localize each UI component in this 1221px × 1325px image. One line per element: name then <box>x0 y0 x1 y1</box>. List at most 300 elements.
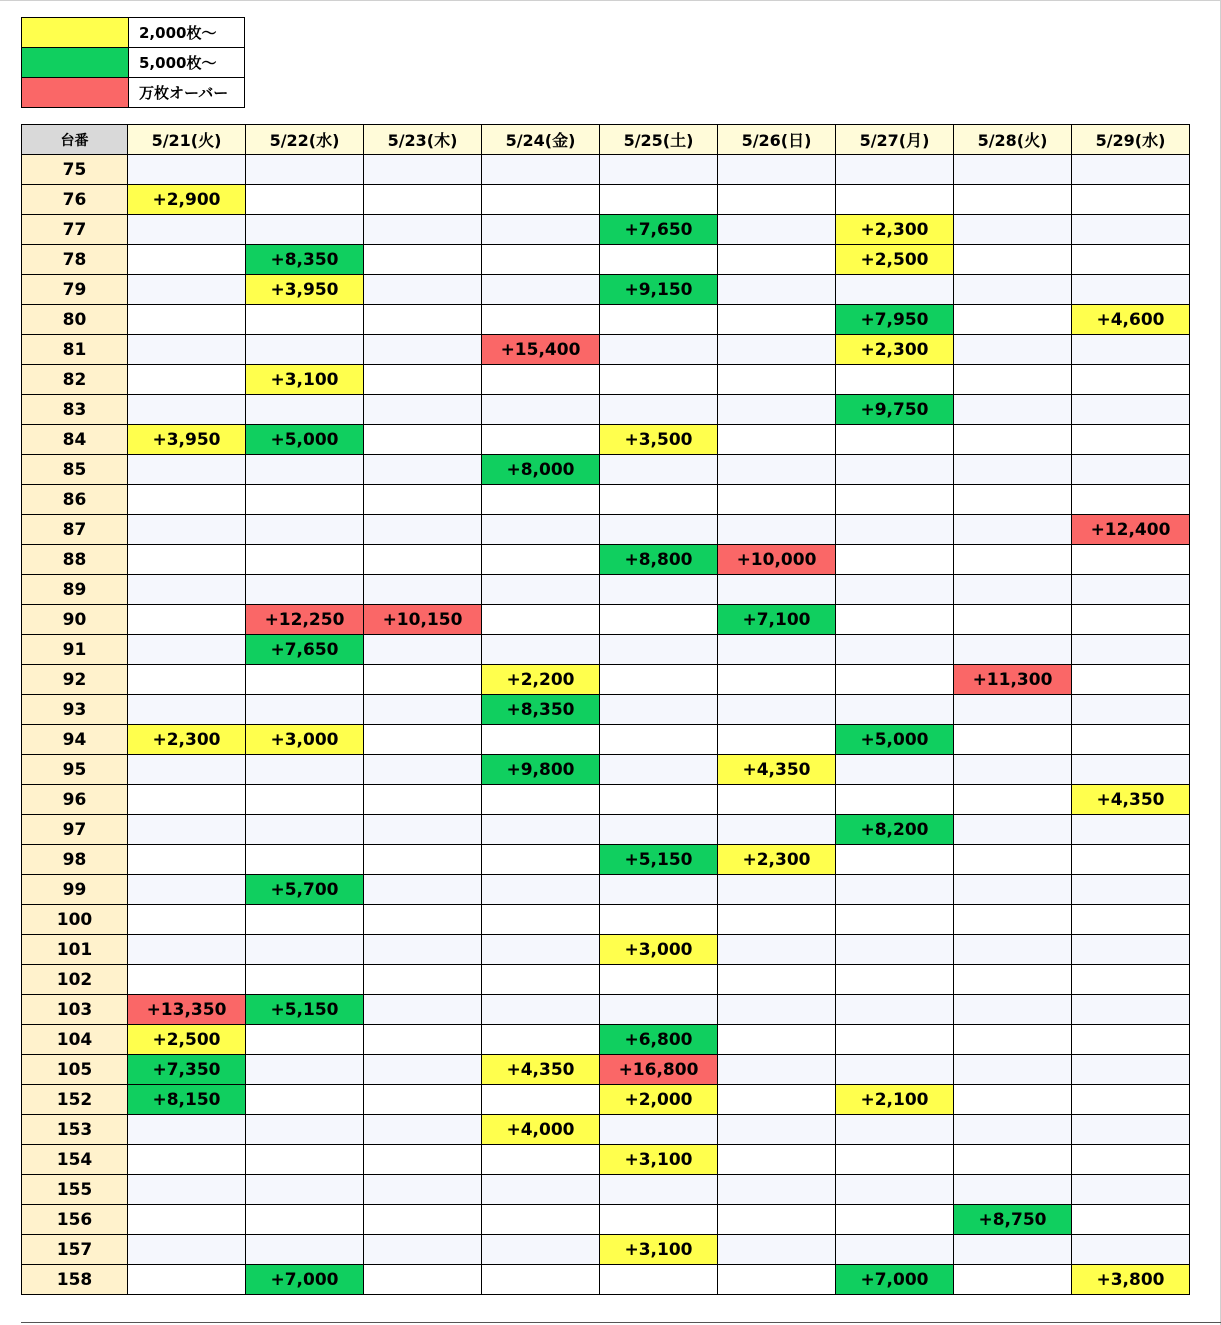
table-row <box>22 575 1190 605</box>
result-cell: +2,100 <box>836 1085 954 1115</box>
machine-number: 84 <box>22 425 128 455</box>
machine-number: 100 <box>22 905 128 935</box>
result-cell: +4,000 <box>482 1115 600 1145</box>
empty-cell <box>128 605 246 635</box>
machine-number: 83 <box>22 395 128 425</box>
machine-number: 88 <box>22 545 128 575</box>
empty-cell <box>954 965 1072 995</box>
empty-cell <box>246 545 364 575</box>
empty-cell <box>1072 995 1190 1025</box>
empty-cell <box>836 1175 954 1205</box>
empty-cell <box>364 425 482 455</box>
empty-cell <box>954 785 1072 815</box>
machine-number: 80 <box>22 305 128 335</box>
result-cell: +2,300 <box>836 215 954 245</box>
result-cell: +5,150 <box>246 995 364 1025</box>
table-row <box>22 755 1190 785</box>
machine-number: 152 <box>22 1085 128 1115</box>
empty-cell <box>600 875 718 905</box>
empty-cell <box>1072 185 1190 215</box>
table-row <box>22 1115 1190 1145</box>
machine-results-table <box>21 124 1190 1295</box>
empty-cell <box>482 305 600 335</box>
empty-cell <box>246 935 364 965</box>
empty-cell <box>128 845 246 875</box>
date-header: 5/24(金) <box>482 125 600 155</box>
empty-cell <box>482 275 600 305</box>
empty-cell <box>718 905 836 935</box>
empty-cell <box>718 185 836 215</box>
empty-cell <box>600 1205 718 1235</box>
empty-cell <box>836 995 954 1025</box>
empty-cell <box>954 1115 1072 1145</box>
table-row <box>22 695 1190 725</box>
empty-cell <box>600 575 718 605</box>
empty-cell <box>718 215 836 245</box>
empty-cell <box>128 545 246 575</box>
result-cell: +7,950 <box>836 305 954 335</box>
empty-cell <box>600 905 718 935</box>
empty-cell <box>836 425 954 455</box>
machine-number: 101 <box>22 935 128 965</box>
result-cell: +6,800 <box>600 1025 718 1055</box>
date-header: 5/29(水) <box>1072 125 1190 155</box>
empty-cell <box>482 1265 600 1295</box>
empty-cell <box>954 1145 1072 1175</box>
empty-cell <box>836 515 954 545</box>
empty-cell <box>600 995 718 1025</box>
table-row <box>22 365 1190 395</box>
machine-number: 157 <box>22 1235 128 1265</box>
result-cell: +7,100 <box>718 605 836 635</box>
empty-cell <box>1072 1115 1190 1145</box>
empty-cell <box>128 785 246 815</box>
result-cell: +5,150 <box>600 845 718 875</box>
empty-cell <box>482 425 600 455</box>
empty-cell <box>954 305 1072 335</box>
empty-cell <box>718 1235 836 1265</box>
result-cell: +2,500 <box>128 1025 246 1055</box>
empty-cell <box>718 875 836 905</box>
machine-number: 86 <box>22 485 128 515</box>
empty-cell <box>1072 1235 1190 1265</box>
empty-cell <box>1072 605 1190 635</box>
empty-cell <box>128 875 246 905</box>
table-row <box>22 245 1190 275</box>
table-row <box>22 1145 1190 1175</box>
table-row <box>22 1235 1190 1265</box>
machine-number: 92 <box>22 665 128 695</box>
empty-cell <box>364 335 482 365</box>
table-row <box>22 935 1190 965</box>
empty-cell <box>128 455 246 485</box>
empty-cell <box>954 695 1072 725</box>
empty-cell <box>1072 905 1190 935</box>
empty-cell <box>954 935 1072 965</box>
empty-cell <box>246 215 364 245</box>
legend-label: 万枚オーバー <box>129 78 245 108</box>
empty-cell <box>718 1265 836 1295</box>
date-header: 5/26(日) <box>718 125 836 155</box>
empty-cell <box>482 785 600 815</box>
table-row <box>22 965 1190 995</box>
machine-number: 85 <box>22 455 128 485</box>
result-cell: +4,600 <box>1072 305 1190 335</box>
empty-cell <box>1072 485 1190 515</box>
empty-cell <box>482 215 600 245</box>
empty-cell <box>600 305 718 335</box>
empty-cell <box>128 1235 246 1265</box>
empty-cell <box>364 455 482 485</box>
table-row <box>22 1175 1190 1205</box>
empty-cell <box>128 965 246 995</box>
empty-cell <box>246 815 364 845</box>
machine-number: 94 <box>22 725 128 755</box>
empty-cell <box>1072 635 1190 665</box>
empty-cell <box>1072 1175 1190 1205</box>
empty-cell <box>600 515 718 545</box>
empty-cell <box>128 305 246 335</box>
empty-cell <box>1072 275 1190 305</box>
table-row <box>22 455 1190 485</box>
empty-cell <box>364 575 482 605</box>
empty-cell <box>364 905 482 935</box>
empty-cell <box>600 635 718 665</box>
empty-cell <box>482 245 600 275</box>
date-header: 5/22(水) <box>246 125 364 155</box>
empty-cell <box>718 575 836 605</box>
empty-cell <box>1072 1205 1190 1235</box>
empty-cell <box>1072 365 1190 395</box>
result-cell: +4,350 <box>482 1055 600 1085</box>
empty-cell <box>836 1025 954 1055</box>
machine-number: 96 <box>22 785 128 815</box>
table-row <box>22 725 1190 755</box>
empty-cell <box>364 155 482 185</box>
result-cell: +9,750 <box>836 395 954 425</box>
empty-cell <box>482 155 600 185</box>
empty-cell <box>600 485 718 515</box>
result-cell: +2,300 <box>836 335 954 365</box>
empty-cell <box>364 1205 482 1235</box>
empty-cell <box>600 965 718 995</box>
empty-cell <box>482 1025 600 1055</box>
empty-cell <box>246 335 364 365</box>
machine-number: 98 <box>22 845 128 875</box>
empty-cell <box>246 905 364 935</box>
empty-cell <box>718 485 836 515</box>
table-row <box>22 635 1190 665</box>
table-row <box>22 605 1190 635</box>
empty-cell <box>954 1085 1072 1115</box>
machine-number: 99 <box>22 875 128 905</box>
machine-number: 82 <box>22 365 128 395</box>
empty-cell <box>364 365 482 395</box>
empty-cell <box>1072 575 1190 605</box>
empty-cell <box>128 275 246 305</box>
empty-cell <box>1072 245 1190 275</box>
empty-cell <box>718 995 836 1025</box>
empty-cell <box>364 935 482 965</box>
empty-cell <box>954 905 1072 935</box>
empty-cell <box>718 1175 836 1205</box>
empty-cell <box>1072 545 1190 575</box>
empty-cell <box>128 1175 246 1205</box>
date-header: 5/21(火) <box>128 125 246 155</box>
empty-cell <box>364 725 482 755</box>
empty-cell <box>954 155 1072 185</box>
empty-cell <box>718 1025 836 1055</box>
result-cell: +7,650 <box>246 635 364 665</box>
empty-cell <box>718 425 836 455</box>
empty-cell <box>954 335 1072 365</box>
empty-cell <box>718 635 836 665</box>
machine-number: 155 <box>22 1175 128 1205</box>
result-cell: +5,000 <box>246 425 364 455</box>
legend-label: 5,000枚～ <box>129 48 245 78</box>
empty-cell <box>836 965 954 995</box>
empty-cell <box>1072 965 1190 995</box>
empty-cell <box>246 575 364 605</box>
empty-cell <box>718 1115 836 1145</box>
table-row <box>22 815 1190 845</box>
page-bottom-rule <box>21 1322 1221 1323</box>
empty-cell <box>482 875 600 905</box>
result-cell: +2,900 <box>128 185 246 215</box>
empty-cell <box>718 785 836 815</box>
result-cell: +8,800 <box>600 545 718 575</box>
result-cell: +9,150 <box>600 275 718 305</box>
empty-cell <box>600 665 718 695</box>
empty-cell <box>364 1115 482 1145</box>
empty-cell <box>364 305 482 335</box>
empty-cell <box>246 665 364 695</box>
empty-cell <box>128 815 246 845</box>
empty-cell <box>364 1145 482 1175</box>
empty-cell <box>482 965 600 995</box>
empty-cell <box>246 1175 364 1205</box>
empty-cell <box>600 1175 718 1205</box>
empty-cell <box>364 1235 482 1265</box>
empty-cell <box>128 935 246 965</box>
empty-cell <box>954 1265 1072 1295</box>
legend-row <box>22 48 245 78</box>
empty-cell <box>364 845 482 875</box>
empty-cell <box>128 1265 246 1295</box>
empty-cell <box>1072 875 1190 905</box>
empty-cell <box>718 665 836 695</box>
empty-cell <box>718 305 836 335</box>
table-row <box>22 1205 1190 1235</box>
result-cell: +8,350 <box>246 245 364 275</box>
empty-cell <box>600 1265 718 1295</box>
empty-cell <box>246 1145 364 1175</box>
empty-cell <box>954 725 1072 755</box>
empty-cell <box>600 335 718 365</box>
empty-cell <box>1072 665 1190 695</box>
empty-cell <box>954 575 1072 605</box>
empty-cell <box>836 545 954 575</box>
empty-cell <box>482 1085 600 1115</box>
date-header: 5/25(土) <box>600 125 718 155</box>
empty-cell <box>482 725 600 755</box>
result-cell: +3,500 <box>600 425 718 455</box>
date-header: 5/23(木) <box>364 125 482 155</box>
result-cell: +3,100 <box>246 365 364 395</box>
empty-cell <box>128 365 246 395</box>
empty-cell <box>1072 1085 1190 1115</box>
empty-cell <box>364 1265 482 1295</box>
machine-number: 87 <box>22 515 128 545</box>
empty-cell <box>718 935 836 965</box>
result-cell: +5,000 <box>836 725 954 755</box>
empty-cell <box>718 395 836 425</box>
empty-cell <box>128 665 246 695</box>
result-cell: +3,100 <box>600 1235 718 1265</box>
table-row <box>22 425 1190 455</box>
empty-cell <box>954 215 1072 245</box>
empty-cell <box>364 635 482 665</box>
empty-cell <box>364 515 482 545</box>
result-cell: +12,400 <box>1072 515 1190 545</box>
empty-cell <box>482 815 600 845</box>
result-cell: +13,350 <box>128 995 246 1025</box>
empty-cell <box>836 455 954 485</box>
empty-cell <box>246 785 364 815</box>
empty-cell <box>364 1085 482 1115</box>
color-legend <box>21 17 245 108</box>
empty-cell <box>246 1235 364 1265</box>
empty-cell <box>836 1235 954 1265</box>
empty-cell <box>718 1145 836 1175</box>
empty-cell <box>482 575 600 605</box>
empty-cell <box>954 365 1072 395</box>
empty-cell <box>246 515 364 545</box>
empty-cell <box>482 995 600 1025</box>
empty-cell <box>364 215 482 245</box>
empty-cell <box>954 275 1072 305</box>
result-cell: +10,000 <box>718 545 836 575</box>
empty-cell <box>128 1145 246 1175</box>
empty-cell <box>364 785 482 815</box>
empty-cell <box>836 185 954 215</box>
legend-swatch <box>22 18 129 48</box>
machine-number-header: 台番 <box>22 125 128 155</box>
result-cell: +7,350 <box>128 1055 246 1085</box>
result-cell: +3,950 <box>128 425 246 455</box>
empty-cell <box>1072 425 1190 455</box>
empty-cell <box>718 365 836 395</box>
table-header-row <box>22 125 1190 155</box>
empty-cell <box>364 395 482 425</box>
empty-cell <box>954 1175 1072 1205</box>
empty-cell <box>600 1115 718 1145</box>
empty-cell <box>954 995 1072 1025</box>
table-row <box>22 905 1190 935</box>
empty-cell <box>836 785 954 815</box>
empty-cell <box>364 275 482 305</box>
empty-cell <box>128 905 246 935</box>
empty-cell <box>1072 1055 1190 1085</box>
machine-number: 93 <box>22 695 128 725</box>
empty-cell <box>718 335 836 365</box>
result-cell: +12,250 <box>246 605 364 635</box>
machine-number: 90 <box>22 605 128 635</box>
empty-cell <box>1072 155 1190 185</box>
result-cell: +3,100 <box>600 1145 718 1175</box>
empty-cell <box>1072 1145 1190 1175</box>
empty-cell <box>246 1055 364 1085</box>
empty-cell <box>954 1055 1072 1085</box>
empty-cell <box>246 455 364 485</box>
empty-cell <box>836 1145 954 1175</box>
empty-cell <box>482 485 600 515</box>
empty-cell <box>128 245 246 275</box>
empty-cell <box>246 755 364 785</box>
result-cell: +4,350 <box>718 755 836 785</box>
empty-cell <box>364 245 482 275</box>
table-row <box>22 995 1190 1025</box>
empty-cell <box>718 155 836 185</box>
result-cell: +7,000 <box>246 1265 364 1295</box>
result-cell: +8,150 <box>128 1085 246 1115</box>
empty-cell <box>600 365 718 395</box>
empty-cell <box>364 485 482 515</box>
legend-row <box>22 78 245 108</box>
empty-cell <box>482 905 600 935</box>
empty-cell <box>1072 755 1190 785</box>
empty-cell <box>718 815 836 845</box>
empty-cell <box>364 1025 482 1055</box>
empty-cell <box>718 725 836 755</box>
table-row <box>22 215 1190 245</box>
table-row <box>22 185 1190 215</box>
empty-cell <box>128 1115 246 1145</box>
date-header: 5/28(火) <box>954 125 1072 155</box>
empty-cell <box>128 695 246 725</box>
machine-number: 156 <box>22 1205 128 1235</box>
empty-cell <box>128 215 246 245</box>
machine-number: 97 <box>22 815 128 845</box>
empty-cell <box>128 575 246 605</box>
table-row <box>22 545 1190 575</box>
empty-cell <box>600 695 718 725</box>
empty-cell <box>364 695 482 725</box>
empty-cell <box>718 275 836 305</box>
result-cell: +4,350 <box>1072 785 1190 815</box>
empty-cell <box>600 725 718 755</box>
empty-cell <box>954 605 1072 635</box>
empty-cell <box>954 1235 1072 1265</box>
table-row <box>22 155 1190 185</box>
empty-cell <box>128 335 246 365</box>
result-cell: +8,000 <box>482 455 600 485</box>
table-row <box>22 335 1190 365</box>
empty-cell <box>954 1025 1072 1055</box>
result-cell: +2,500 <box>836 245 954 275</box>
machine-number: 91 <box>22 635 128 665</box>
empty-cell <box>482 935 600 965</box>
empty-cell <box>128 395 246 425</box>
empty-cell <box>246 1205 364 1235</box>
table-row <box>22 875 1190 905</box>
empty-cell <box>954 425 1072 455</box>
empty-cell <box>246 485 364 515</box>
empty-cell <box>954 185 1072 215</box>
empty-cell <box>364 1055 482 1085</box>
empty-cell <box>600 185 718 215</box>
empty-cell <box>482 605 600 635</box>
